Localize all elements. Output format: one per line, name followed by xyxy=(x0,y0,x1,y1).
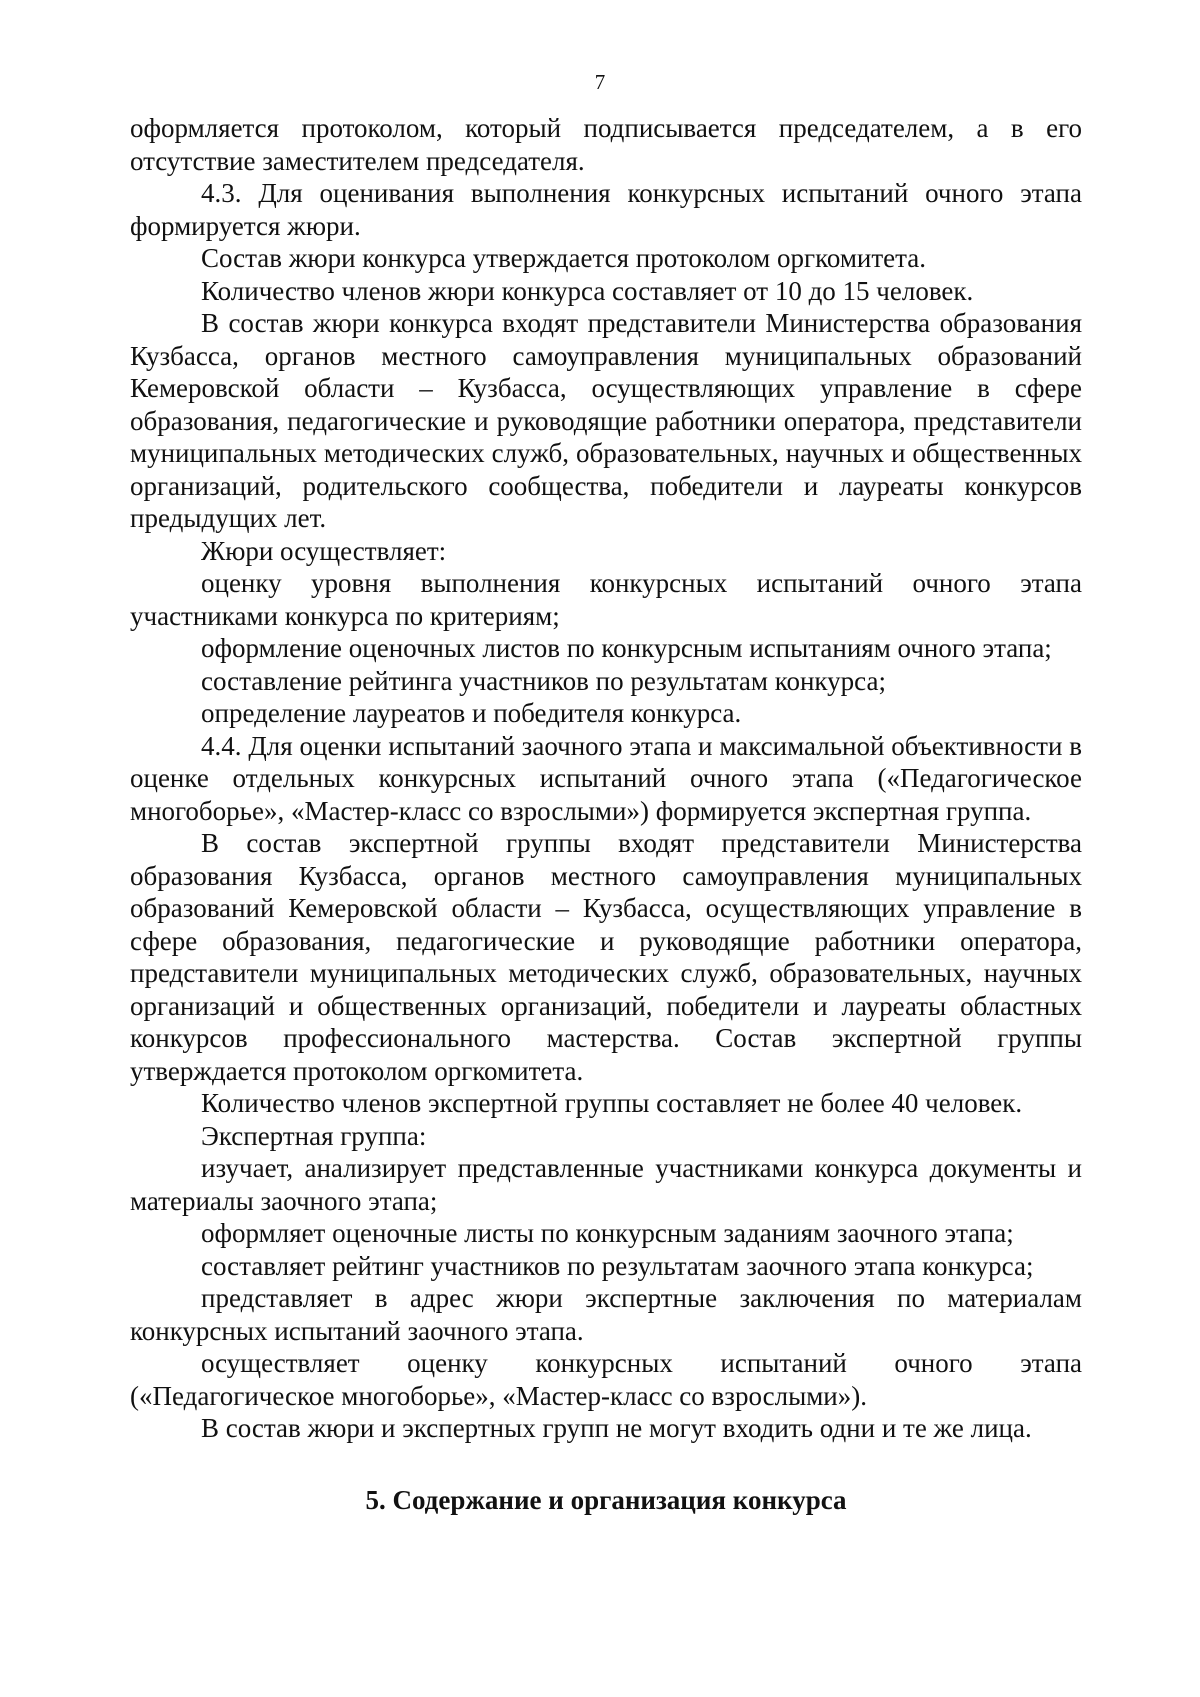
paragraph-jury-composition: Состав жюри конкурса утверждается протоколом оргкомитета. xyxy=(201,243,927,273)
paragraph-expert-group-members: В состав экспертной группы входят представители Министерства образования Кузбасса, органов местного самоуправления муниципальных образований Кемеровской области – Кузбасса, осуществляющих управление в сфере образования, педагогические и руководящие работники оператора, представители муниципальных методических служб, образовательных, научных организаций и общественных организаций, победители и лауреаты областных конкурсов профессионального мастерства. Состав экспертной группы утверждается протоколом оргкомитета. xyxy=(130,828,1082,1086)
paragraph-jury-duty-2: оформление оценочных листов по конкурсным испытаниям очного этапа; xyxy=(201,633,1052,663)
paragraph-expert-duty-3: составляет рейтинг участников по результатам заочного этапа конкурса; xyxy=(201,1250,1034,1281)
paragraph-jury-count: Количество членов жюри конкурса составляет от 10 до 15 человек. xyxy=(201,275,974,306)
paragraph-jury-duty-1: оценку уровня выполнения конкурсных испытаний очного этапа участниками конкурса по критериям; xyxy=(130,568,1082,631)
paragraph-no-overlap: В состав жюри и экспертных групп не могут входить одни и те же лица. xyxy=(201,1413,1032,1443)
paragraph-expert-group-count: Количество членов экспертной группы составляет не более 40 человек. xyxy=(201,1088,1023,1118)
section-heading: 5. Содержание и организация конкурса xyxy=(365,1485,847,1515)
paragraph-expert-group-intro: Экспертная группа: xyxy=(201,1120,427,1151)
paragraph-jury-duty-3: составление рейтинга участников по результатам конкурса; xyxy=(201,665,886,696)
paragraph-expert-duty-5: осуществляет оценку конкурсных испытаний очного этапа («Педагогическое многоборье», «Мастер-класс со взрослыми»). xyxy=(130,1348,1082,1411)
paragraph-expert-duty-2: оформляет оценочные листы по конкурсным заданиям заочного этапа; xyxy=(201,1218,1014,1248)
paragraph-4-3: 4.3. Для оценивания выполнения конкурсных испытаний очного этапа формируется жюри. xyxy=(130,178,1082,241)
paragraph-jury-duty-4: определение лауреатов и победителя конкурса. xyxy=(201,698,742,728)
paragraph-jury-members: В состав жюри конкурса входят представители Министерства образования Кузбасса, органов местного самоуправления муниципальных образований Кемеровской области – Кузбасса, осуществляющих управление в сфере образования, педагогические и руководящие работники оператора, представители муниципальных методических служб, образовательных, научных и общественных организаций, родительского сообщества, победители и лауреаты конкурсов предыдущих лет. xyxy=(130,308,1082,533)
paragraph-continuation: оформляется протоколом, который подписывается председателем, а в его отсутствие заместителем председателя. xyxy=(130,113,1082,176)
paragraph-expert-duty-4: представляет в адрес жюри экспертные заключения по материалам конкурсных испытаний заочного этапа. xyxy=(130,1283,1082,1346)
document-body xyxy=(130,112,1082,1445)
page-number: 7 xyxy=(594,70,606,94)
paragraph-expert-duty-1: изучает, анализирует представленные участниками конкурса документы и материалы заочного этапа; xyxy=(130,1153,1082,1216)
paragraph-jury-duties-intro: Жюри осуществляет: xyxy=(201,535,447,566)
paragraph-4-4: 4.4. Для оценки испытаний заочного этапа и максимальной объективности в оценке отдельных конкурсных испытаний очного этапа («Педагогическое многоборье», «Мастер-класс со взрослыми») формируется экспертная группа. xyxy=(130,730,1082,826)
